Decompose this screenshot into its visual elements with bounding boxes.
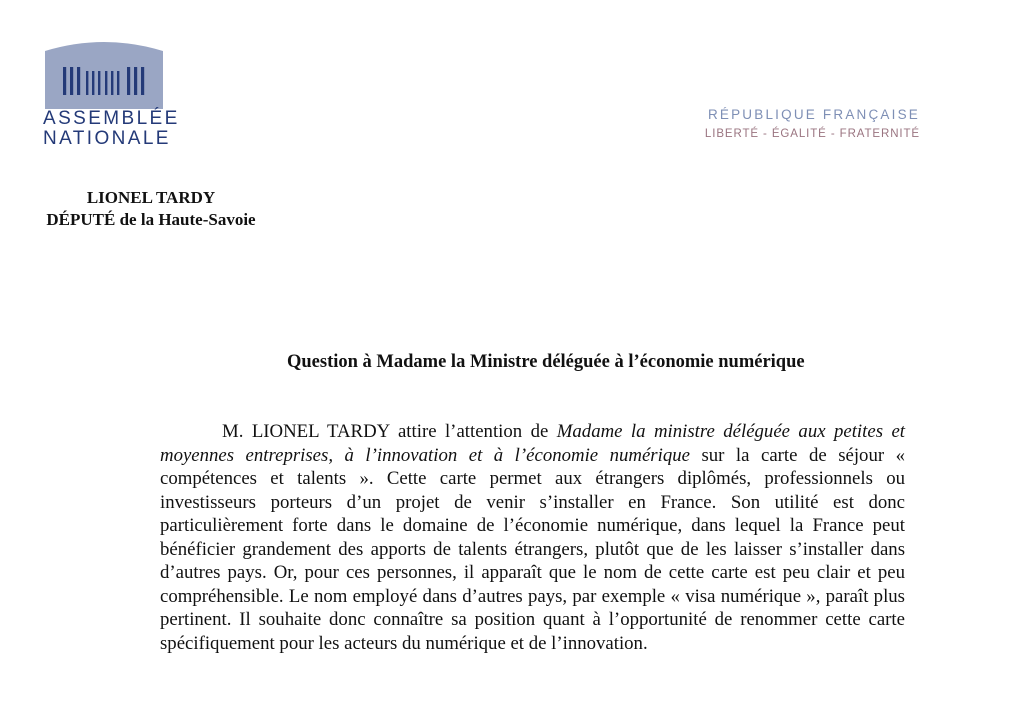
logo-text-line-1: ASSEMBLÉE [43, 108, 180, 129]
assemblee-nationale-logo [43, 37, 180, 149]
republique-title: RÉPUBLIQUE FRANÇAISE [707, 107, 920, 122]
question-body-paragraph [160, 420, 905, 655]
body-main: sur la carte de séjour « compétences et talents ». Cette carte permet aux étrangers diplômés, professionnels ou investisseurs porteurs d’un projet de venir s’installer en France. Son utilité est donc particulièrement forte dans le domaine de l’économie numérique, dans lequel la France peut bénéficier grandement des apports de talents étrangers, plutôt que de les laisser s’installer dans d’autres pays. Or, pour ces personnes, il apparaît que le nom de cette carte est peu clair et peu compréhensible. Le nom employé dans d’autres pays, par exemple « visa numérique », paraît plus pertinent. Il souhaite donc connaître sa position quant à l’opportunité de renommer cette carte spécifiquement pour les acteurs du numérique et de l’innovation. [160, 444, 905, 654]
assemblee-nationale-building-icon [45, 37, 163, 109]
body-intro: M. LIONEL TARDY attire l’attention de [222, 421, 557, 442]
minister-title: Madame la ministre déléguée aux petites et moyennes entreprises, à l’innovation et à l’économie numérique [160, 421, 906, 466]
logo-text-line-2: NATIONALE [43, 128, 171, 149]
deputy-role: DÉPUTÉ de la Haute-Savoie [46, 210, 256, 229]
deputy-name: LIONEL TARDY [86, 188, 216, 207]
deputy-block [30, 187, 272, 231]
question-body [160, 420, 905, 655]
republique-motto: LIBERTÉ - ÉGALITÉ - FRATERNITÉ [704, 128, 920, 140]
question-title: Question à Madame la Ministre déléguée à l’économie numérique [287, 352, 805, 372]
republique-francaise-header [705, 105, 920, 143]
